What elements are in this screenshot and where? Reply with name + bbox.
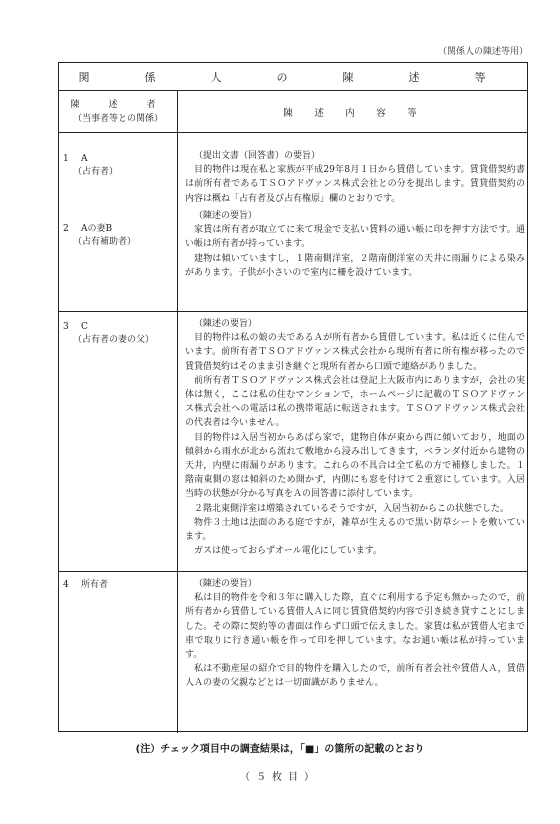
row-separator	[59, 311, 527, 312]
statement-paragraph: 前所有者ＴＳＯアドヴァンス株式会社は登記上大阪市内にありますが，会社の実体は無く，ここは私の住むマンションで，ホームページに記載のＴＳＯアドヴァンス株式会社への電話は私の携帯電話に転送されます。ＴＳＯアドヴァンス株式会社の代表者は今いません。	[185, 375, 525, 429]
page-number: （５枚目）	[240, 772, 320, 783]
speaker-role: （占有者の妻の父）	[73, 335, 155, 345]
column-header-speaker	[59, 91, 177, 133]
statement-paragraph: 目的物件は現在私と家族が平成29年8月１日から賃借しています。賃貸借契約書は前所有者であるＴＳＯアドヴァンス株式会社との分を提出します。賃貸借契約の内容は概ね「占有者及び占有権原」欄のとおりです。	[185, 165, 525, 204]
speaker-number: 2	[63, 224, 69, 234]
speaker-number: 3	[63, 322, 69, 332]
speaker-3	[63, 321, 175, 347]
statement-header: （陳述の要旨）	[194, 211, 258, 221]
statement-paragraph: 家賃は所有者が取立てに来て現金で支払い賃料の通い帳に印を押す方法です。通い帳は所有者が持っています。	[185, 225, 525, 250]
statement-paragraph: 目的物件は私の娘の夫であるＡが所有者から賃借しています。私は近くに住んでいます。前所有者ＴＳＯアドヴァンス株式会社から現所有者に所有権が移ったので賃貸借契約はそのまま引き継ぐと現所有者から口頭で連絡がありました。	[185, 333, 525, 372]
speaker-name: Aの妻B	[81, 224, 113, 234]
speaker-name: 所有者	[81, 580, 109, 590]
speaker-name: C	[81, 322, 88, 332]
column-header-content: 陳 述 内 容 等	[283, 108, 423, 119]
column-divider	[177, 91, 178, 733]
speaker-2	[63, 223, 175, 249]
statement-table	[58, 62, 528, 732]
statement-4	[185, 577, 525, 691]
statement-3	[185, 317, 525, 558]
column-header-speaker-line2: （当事者等との関係）	[72, 114, 163, 124]
statement-paragraph: ガスは使っておらずオール電化にしています。	[194, 546, 383, 557]
statement-paragraph: 物件３土地は法面のある庭ですが，雑草が生えるので黒い防草シートを敷いています。	[185, 517, 525, 543]
speaker-role: （占有者）	[73, 167, 119, 177]
statement-paragraph: 目的物件は入居当初からあばら家で，建物自体が東から西に傾いており，地面の傾斜から雨水が北から流れて敷地から浸み出してきます，ベランダ付近から建物の天井，内壁に雨漏りがあります。これらの不具合は全て私の方で補修しました。１階南東側の窓は傾斜のため開かず，内側にも窓を付けて２重窓にしています。入居当時の状態が分かる写真をＡの回答書に添付しています。	[185, 432, 525, 500]
speaker-role: （占有補助者）	[73, 237, 137, 247]
statement-paragraph: 建物は傾いていますし，１階南側洋室，２階南側洋室の天井に雨漏りによる染みがあります。子供が小さいので室内に柵を設けています。	[185, 253, 525, 278]
statement-paragraph: ２階北東側洋室は増築されているそうですが，入居当初からこの状態でした。	[194, 503, 510, 514]
statement-header: （陳述の要旨）	[194, 319, 258, 329]
speaker-4	[63, 579, 175, 592]
speaker-1	[63, 153, 175, 179]
statement-paragraph: 私は不動産屋の紹介で目的物件を購入したので，前所有者会社や賃借人Ａ，賃借人Ａの妻の父親などとは一切面識がありません。	[185, 664, 525, 689]
column-header-speaker-line1: 陳 述 者	[70, 100, 166, 110]
row-separator	[59, 571, 527, 572]
table-title: 関 係 人 の 陳 述 等	[59, 63, 527, 91]
statement-paragraph: 私は目的物件を令和３年に購入した際，直ぐに利用する予定も無かったので，前所有者から賃借している賃借人Ａに同じ賃貸借契約内容で引き続き貸すことにしました。その際に契約等の書面は作らず口頭で伝えました。家賃は私が賃借人宅まで車で取りに行き通い帳を作って印を押しています。なお通い帳は私が持っています。	[185, 593, 525, 661]
statement-2	[185, 209, 525, 280]
speaker-name: A	[81, 154, 88, 164]
table-header-row	[59, 91, 527, 133]
speaker-number: 4	[63, 580, 69, 590]
statement-header: （陳述の要旨）	[194, 579, 258, 589]
page-label: （関係人の陳述等用）	[437, 47, 528, 57]
speaker-number: 1	[63, 154, 69, 164]
statement-header: （提出文書（回答書）の要旨）	[194, 151, 321, 161]
statement-1	[185, 149, 525, 206]
footer-note: (注）チェック項目中の調査結果は，「■」の箇所の記載のとおり	[135, 744, 425, 755]
